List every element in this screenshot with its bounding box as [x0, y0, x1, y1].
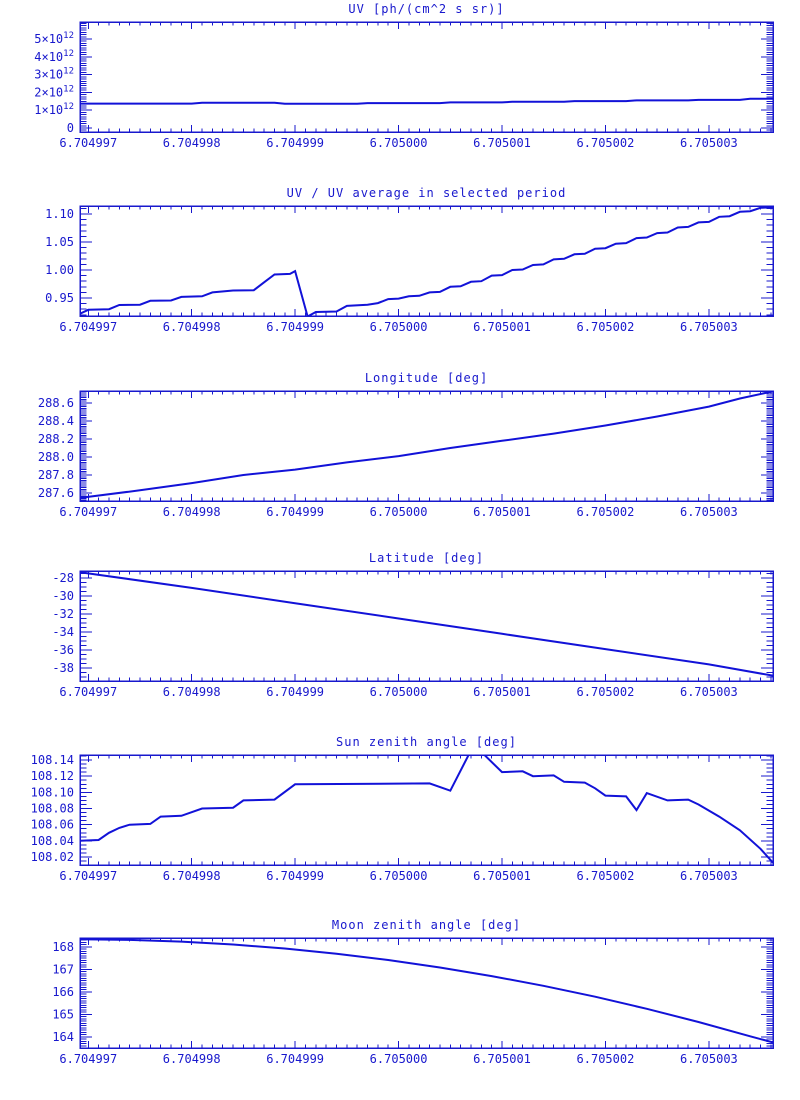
y-axis-labels [52, 940, 74, 1044]
y-axis-labels [45, 207, 74, 305]
x-tick-label: 6.705003 [679, 136, 738, 150]
x-tick-label: 6.704998 [162, 685, 221, 699]
y-tick-label: 287.8 [37, 467, 74, 482]
y-axis-labels [38, 396, 74, 500]
y-tick-label: 166 [52, 984, 74, 999]
chart-title-uv: UV [ph/(cm^2 s sr)] [348, 2, 505, 16]
y-tick-label: 168 [52, 939, 74, 954]
x-tick-label: 6.705003 [679, 685, 738, 699]
y-tick-label: 108.06 [30, 817, 74, 832]
uv-chart-canvas [0, 0, 800, 184]
chart-title-sun-zenith: Sun zenith angle [deg] [336, 735, 517, 749]
panel-uv-ratio [0, 184, 800, 369]
panel-sun-zenith [0, 733, 800, 916]
x-tick-label: 6.705001 [473, 320, 531, 334]
x-tick-label: 6.704997 [59, 505, 118, 519]
data-line [80, 207, 773, 316]
y-tick-label: 288.2 [37, 431, 74, 446]
x-tick-label: 6.705000 [369, 869, 428, 883]
x-tick-label: 6.705003 [679, 1052, 738, 1066]
x-tick-label: 6.705000 [369, 320, 428, 334]
x-tick-label: 6.705003 [679, 869, 738, 883]
x-axis-labels [59, 1052, 737, 1066]
y-tick-label: 108.14 [30, 753, 74, 768]
y-tick-label: 288.6 [37, 395, 74, 410]
x-tick-label: 6.704997 [59, 685, 118, 699]
data-line [80, 391, 773, 498]
x-tick-label: 6.704997 [59, 320, 118, 334]
axis-frame [80, 22, 773, 132]
y-tick-label: $4\times 10^{12}$ [34, 48, 74, 64]
x-tick-label: 6.704999 [266, 320, 325, 334]
x-tick-label: 6.705002 [576, 136, 635, 150]
data-line [80, 572, 773, 676]
y-tick-label: 288.0 [37, 449, 74, 464]
axis-ticks [80, 938, 773, 1048]
y-tick-label: $5\times 10^{12}$ [34, 30, 74, 46]
y-axis-labels [34, 31, 74, 135]
chart-title-latitude: Latitude [deg] [368, 551, 485, 565]
x-tick-label: 6.705002 [576, 505, 635, 519]
moon-zenith-chart-canvas [0, 916, 800, 1100]
x-tick-label: 6.705003 [679, 320, 738, 334]
y-tick-label: 0 [66, 121, 74, 136]
y-tick-label: 108.04 [30, 833, 74, 848]
y-tick-label: 164 [52, 1029, 74, 1044]
x-tick-label: 6.704998 [162, 505, 221, 519]
y-tick-label: 108.10 [30, 785, 74, 800]
y-tick-label: -34 [52, 625, 74, 640]
x-tick-label: 6.704998 [162, 1052, 221, 1066]
y-tick-label: 1.00 [45, 263, 74, 278]
panel-longitude [0, 369, 800, 549]
axis-frame [80, 206, 773, 316]
x-tick-label: 6.705002 [576, 685, 635, 699]
panel-uv [0, 0, 800, 184]
x-tick-label: 6.705003 [679, 505, 738, 519]
x-tick-label: 6.704999 [266, 136, 325, 150]
x-tick-label: 6.704999 [266, 505, 325, 519]
y-tick-label: 167 [52, 962, 74, 977]
y-tick-label: $2\times 10^{12}$ [34, 84, 74, 100]
x-tick-label: 6.704998 [162, 136, 221, 150]
x-axis-labels [59, 320, 737, 334]
x-tick-label: 6.705001 [473, 1052, 531, 1066]
y-tick-label: 165 [52, 1007, 74, 1022]
x-tick-label: 6.705001 [473, 869, 531, 883]
x-tick-label: 6.704997 [59, 869, 118, 883]
y-axis-labels [31, 753, 74, 864]
x-tick-label: 6.705000 [369, 136, 428, 150]
x-tick-label: 6.704998 [162, 869, 221, 883]
x-tick-label: 6.704999 [266, 1052, 325, 1066]
y-tick-label: -32 [52, 607, 74, 622]
latitude-chart-canvas [0, 549, 800, 733]
data-line [80, 99, 773, 104]
chart-title-longitude: Longitude [deg] [364, 371, 489, 385]
y-tick-label: $3\times 10^{12}$ [34, 66, 74, 82]
x-tick-label: 6.705002 [576, 320, 635, 334]
x-tick-label: 6.704999 [266, 685, 325, 699]
y-tick-label: 108.12 [30, 769, 74, 784]
axis-ticks [80, 755, 773, 865]
x-tick-label: 6.705002 [576, 869, 635, 883]
y-tick-label: -28 [52, 571, 74, 586]
y-tick-label: 108.08 [30, 801, 74, 816]
chart-title-moon-zenith: Moon zenith angle [deg] [331, 918, 522, 932]
axis-frame [80, 938, 773, 1048]
axis-ticks [80, 22, 773, 132]
y-axis-labels [52, 571, 74, 675]
x-axis-labels [59, 505, 737, 519]
panel-moon-zenith [0, 916, 800, 1100]
y-tick-label: -30 [52, 589, 74, 604]
y-tick-label: 108.02 [30, 849, 74, 864]
y-tick-label: 1.10 [45, 207, 74, 222]
x-tick-label: 6.704999 [266, 869, 325, 883]
panel-latitude [0, 549, 800, 733]
data-line [80, 750, 773, 862]
x-tick-label: 6.704997 [59, 1052, 118, 1066]
x-tick-label: 6.705002 [576, 1052, 635, 1066]
x-axis-labels [59, 136, 737, 150]
sun-zenith-chart-canvas [0, 733, 800, 916]
uv-ratio-chart-canvas [0, 184, 800, 369]
y-tick-label: 0.95 [45, 291, 74, 306]
y-tick-label: 288.4 [37, 413, 74, 428]
axis-frame [80, 755, 773, 865]
x-tick-label: 6.705000 [369, 505, 428, 519]
x-tick-label: 6.705001 [473, 505, 531, 519]
x-tick-label: 6.704997 [59, 136, 118, 150]
axis-ticks [80, 206, 773, 316]
y-tick-label: -36 [52, 643, 74, 658]
y-tick-label: -38 [52, 661, 74, 676]
data-line [80, 939, 773, 1042]
x-tick-label: 6.704998 [162, 320, 221, 334]
x-tick-label: 6.705000 [369, 1052, 428, 1066]
x-tick-label: 6.705000 [369, 685, 428, 699]
x-tick-label: 6.705001 [473, 136, 531, 150]
x-tick-label: 6.705001 [473, 685, 531, 699]
x-axis-labels [59, 685, 737, 699]
y-tick-label: $1\times 10^{12}$ [34, 102, 74, 118]
longitude-chart-canvas [0, 369, 800, 549]
x-axis-labels [59, 869, 737, 883]
y-tick-label: 1.05 [45, 235, 74, 250]
chart-title-uv-ratio: UV / UV average in selected period [286, 186, 567, 200]
y-tick-label: 287.6 [37, 485, 74, 500]
